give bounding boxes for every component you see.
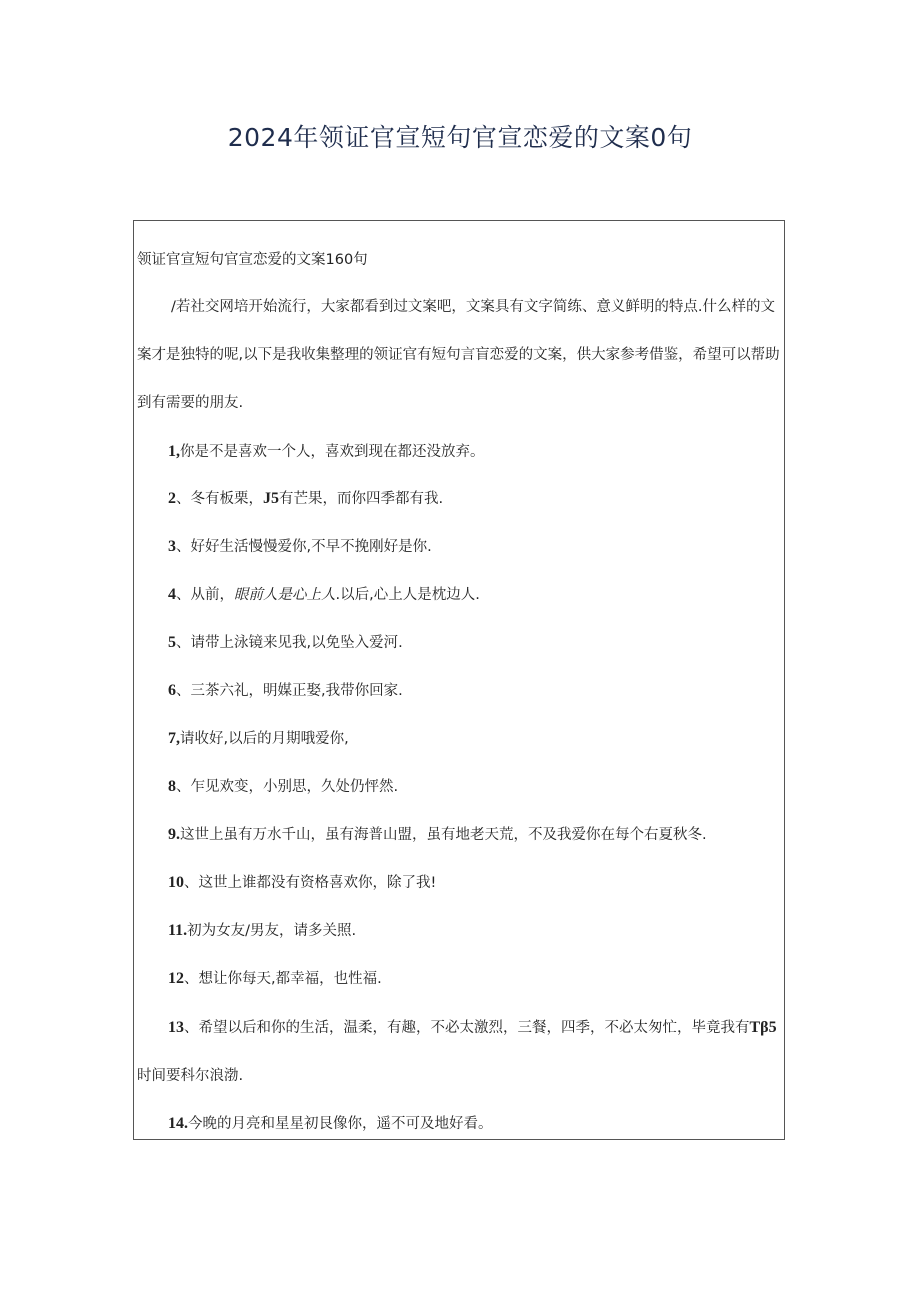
item-text: 请收好,以后的月期哦爱你,: [180, 731, 349, 747]
list-item: [168, 1112, 493, 1133]
item-number-inline: J5: [263, 490, 279, 507]
intro-line-1: /若社交网培开始流行，大家都看到过文案吧，文案具有文字简练、意义鲜明的特点.什么样的文: [171, 299, 775, 315]
item-number: 3: [168, 538, 176, 555]
item-number: 13: [168, 1019, 184, 1036]
item-number: 14.: [168, 1115, 188, 1132]
list-item: [168, 775, 398, 796]
item-text: 、想让你每天,都幸福，也性福.: [184, 971, 382, 987]
intro-line-2: 案才是独特的呢,以下是我收集整理的领证官有短句言盲恋爱的文案，供大家参考借鉴，希望可以帮助: [137, 347, 780, 363]
list-item: [168, 823, 707, 844]
list-item: [168, 1016, 777, 1037]
list-item: [168, 679, 403, 700]
page-title: 2024年领证官宣短句官宣恋爱的文案0句: [227, 123, 693, 152]
list-item-continuation: 时间要科尔浪渤.: [137, 1068, 244, 1084]
item-text: 今晚的月亮和星星初艮像你，遥不可及地好看。: [188, 1116, 493, 1132]
item-text: 这世上虽有万水千山，虽有海普山盟，虽有地老天荒，不及我爱你在每个右夏秋冬.: [180, 827, 707, 843]
item-number: 7,: [168, 730, 180, 747]
subtitle: 领证官宣短句官宣恋爱的文案160句: [137, 252, 368, 268]
item-number: 2: [168, 490, 176, 507]
list-item: [168, 919, 356, 940]
item-text: 、从前，: [176, 587, 234, 603]
list-item: [168, 583, 480, 604]
item-text: 初为女友/男友，请多关照.: [187, 923, 357, 939]
item-number: 1,: [168, 443, 180, 460]
list-item: [168, 487, 443, 508]
item-number: 9.: [168, 826, 180, 843]
list-item: [168, 631, 403, 652]
item-text: 、三茶六礼，明媒正娶,我带你回家.: [176, 683, 403, 699]
item-text: 、乍见欢变，小别思，久处仍怦然.: [176, 779, 399, 795]
item-text: 、冬有板栗，: [176, 491, 263, 507]
item-number: 5: [168, 634, 176, 651]
item-text: 有芒果，而你四季都有我.: [279, 491, 444, 507]
item-number: 4: [168, 586, 176, 603]
item-number: 10: [168, 874, 184, 891]
list-item: [168, 440, 485, 461]
item-text: 你是不是喜欢一个人，喜欢到现在都还没放弃。: [180, 444, 485, 460]
item-text: 、好好生活慢慢爱你,不早不挽刚好是你.: [176, 539, 432, 555]
list-item: [168, 535, 432, 556]
item-text: 、希望以后和你的生活，温柔，有趣，不必太激烈，三餐，四季，不必太匆忙，毕竟我有: [184, 1020, 750, 1036]
content-box: [133, 220, 785, 1140]
item-number: 6: [168, 682, 176, 699]
item-number-inline: Tβ5: [749, 1019, 777, 1036]
item-number: 11.: [168, 922, 188, 939]
item-text: 、请带上泳镜来见我,以免坠入爱河.: [176, 635, 403, 651]
item-number: 8: [168, 778, 176, 795]
list-item: [168, 871, 436, 892]
item-italic-text: 眼前人是心上人: [234, 587, 336, 603]
list-item: [168, 967, 382, 988]
intro-line-3: 到有需要的朋友.: [137, 395, 244, 411]
item-text: 、这世上谁都没有资格喜欢你，除了我!: [184, 875, 437, 891]
item-number: 12: [168, 970, 184, 987]
list-item: [168, 727, 349, 748]
item-text: .以后,心上人是枕边人.: [335, 587, 480, 603]
